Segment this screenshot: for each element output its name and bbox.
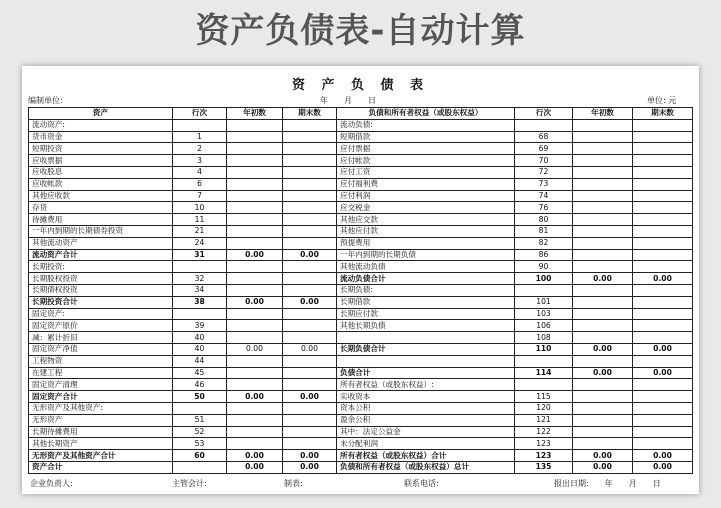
asset-end-cell [283,273,337,285]
liability-line-cell: 72 [515,166,573,178]
liability-begin-cell [573,237,633,249]
asset-end-cell: 0.00 [283,296,337,308]
asset-begin-cell [227,225,283,237]
liability-line-cell: 103 [515,308,573,320]
footer-accountant: 主管会计: [172,479,207,488]
asset-begin-cell: 0.00 [227,343,283,355]
table-row [29,426,693,438]
liability-begin-cell [573,202,633,214]
liability-name-cell: 其他应付款 [337,225,515,237]
asset-end-cell [283,426,337,438]
table-row [29,178,693,190]
table-row [29,214,693,226]
asset-line-cell [173,308,227,320]
asset-line-cell: 45 [173,367,227,379]
table-row [29,249,693,261]
liability-end-cell: 0.00 [633,367,693,379]
liability-end-cell [633,178,693,190]
prepared-by-label: 编制单位: [28,96,63,105]
table-row [29,261,693,273]
asset-name-cell: 固定资产原价 [29,320,173,332]
liability-begin-cell [573,391,633,403]
liability-end-cell [633,284,693,296]
asset-line-cell [173,119,227,131]
liability-name-cell: 预提费用 [337,237,515,249]
liability-name-cell: 长期借款 [337,296,515,308]
asset-line-cell: 21 [173,225,227,237]
asset-name-cell: 一年内到期的长期债券投资 [29,225,173,237]
liability-end-cell [633,143,693,155]
table-row [29,450,693,462]
table-row [29,367,693,379]
asset-end-cell [283,237,337,249]
liability-end-cell [633,261,693,273]
liability-end-cell [633,332,693,344]
liability-line-cell: 68 [515,131,573,143]
liability-end-cell [633,414,693,426]
asset-line-cell: 44 [173,355,227,367]
asset-name-cell: 固定资产: [29,308,173,320]
balance-sheet [22,66,699,494]
footer-manager: 企业负责人: [30,479,73,488]
liability-line-cell: 101 [515,296,573,308]
liability-begin-cell [573,166,633,178]
liability-line-cell: 80 [515,214,573,226]
asset-begin-cell: 0.00 [227,450,283,462]
asset-begin-cell [227,438,283,450]
asset-end-cell [283,225,337,237]
liability-line-cell: 110 [515,343,573,355]
asset-begin-cell: 0.00 [227,461,283,473]
liability-line-cell: 106 [515,320,573,332]
liability-name-cell: 其他长期负债 [337,320,515,332]
liability-end-cell [633,426,693,438]
liability-name-cell: 应付福利费 [337,178,515,190]
liability-line-cell: 108 [515,332,573,344]
asset-begin-cell [227,237,283,249]
asset-line-cell: 11 [173,214,227,226]
col-assets: 资产 [29,108,173,120]
liability-begin-cell: 0.00 [573,343,633,355]
liability-end-cell [633,225,693,237]
asset-name-cell: 长期待摊费用 [29,426,173,438]
liability-begin-cell [573,214,633,226]
table-row [29,190,693,202]
liability-name-cell: 其他流动负债 [337,261,515,273]
liability-line-cell: 73 [515,178,573,190]
table-row [29,296,693,308]
asset-end-cell [283,202,337,214]
col-line-no-right: 行次 [515,108,573,120]
liability-begin-cell [573,438,633,450]
header-row [29,108,693,120]
asset-name-cell: 固定资产清理 [29,379,173,391]
liability-begin-cell [573,402,633,414]
asset-name-cell: 流动资产: [29,119,173,131]
liability-end-cell [633,249,693,261]
liability-line-cell: 123 [515,438,573,450]
liability-end-cell [633,237,693,249]
table-row [29,320,693,332]
asset-line-cell: 34 [173,284,227,296]
liability-name-cell: 负债和所有者权益（或股东权益）总计 [337,461,515,473]
asset-line-cell: 40 [173,332,227,344]
asset-name-cell: 其他长期资产 [29,438,173,450]
liability-line-cell: 82 [515,237,573,249]
liability-end-cell [633,202,693,214]
asset-begin-cell: 0.00 [227,296,283,308]
liability-end-cell: 0.00 [633,450,693,462]
asset-name-cell: 无形资产 [29,414,173,426]
liability-name-cell: 资本公积 [337,402,515,414]
asset-end-cell: 0.00 [283,461,337,473]
asset-begin-cell [227,202,283,214]
liability-begin-cell [573,332,633,344]
liability-end-cell [633,308,693,320]
asset-begin-cell [227,355,283,367]
asset-line-cell: 1 [173,131,227,143]
sheet-title: 资 产 负 债 表 [291,78,430,93]
col-line-no: 行次 [173,108,227,120]
asset-end-cell [283,367,337,379]
asset-begin-cell [227,155,283,167]
asset-begin-cell [227,367,283,379]
table-row [29,166,693,178]
liability-name-cell: 应付帐款 [337,155,515,167]
table-row [29,438,693,450]
asset-line-cell: 60 [173,450,227,462]
table-row [29,308,693,320]
liability-end-cell [633,131,693,143]
liability-name-cell: 流动负债合计 [337,273,515,285]
asset-name-cell: 长期投资: [29,261,173,273]
liability-line-cell: 123 [515,450,573,462]
asset-line-cell: 46 [173,379,227,391]
liability-begin-cell [573,178,633,190]
liability-name-cell: 长期负债: [337,284,515,296]
liability-line-cell: 74 [515,190,573,202]
date-label: 年 月 日 [320,96,376,105]
asset-line-cell: 3 [173,155,227,167]
liability-begin-cell [573,379,633,391]
asset-name-cell: 在建工程 [29,367,173,379]
liability-end-cell [633,296,693,308]
liability-end-cell: 0.00 [633,343,693,355]
liability-name-cell: 一年内到期的长期负债 [337,249,515,261]
liability-name-cell: 应付票据 [337,143,515,155]
asset-name-cell: 其他流动资产 [29,237,173,249]
liability-begin-cell [573,355,633,367]
liability-line-cell: 76 [515,202,573,214]
table-row [29,119,693,131]
currency-label: 单位: 元 [647,96,677,105]
asset-line-cell: 10 [173,202,227,214]
liability-begin-cell [573,155,633,167]
liability-name-cell: 流动负债: [337,119,515,131]
asset-end-cell [283,308,337,320]
asset-end-cell [283,214,337,226]
asset-name-cell: 无形资产及其他资产合计 [29,450,173,462]
liability-name-cell: 短期借款 [337,131,515,143]
asset-name-cell: 固定资产净值 [29,343,173,355]
asset-line-cell [173,402,227,414]
table-row [29,355,693,367]
asset-begin-cell [227,190,283,202]
asset-line-cell: 40 [173,343,227,355]
footer-preparer: 制表: [284,479,303,488]
asset-name-cell: 其他应收款 [29,190,173,202]
col-end: 期末数 [283,108,337,120]
asset-begin-cell [227,178,283,190]
liability-begin-cell: 0.00 [573,461,633,473]
asset-line-cell [173,461,227,473]
liability-name-cell: 应付工资 [337,166,515,178]
liability-end-cell [633,320,693,332]
table-row [29,131,693,143]
asset-line-cell: 53 [173,438,227,450]
table-row [29,225,693,237]
liability-name-cell [337,332,515,344]
asset-begin-cell [227,308,283,320]
liability-end-cell [633,155,693,167]
asset-end-cell [283,155,337,167]
table-row [29,155,693,167]
table-row [29,202,693,214]
liability-end-cell: 0.00 [633,461,693,473]
liability-end-cell [633,391,693,403]
liability-line-cell: 86 [515,249,573,261]
asset-line-cell: 2 [173,143,227,155]
liability-line-cell [515,379,573,391]
liability-line-cell: 115 [515,391,573,403]
asset-line-cell: 24 [173,237,227,249]
asset-end-cell [283,143,337,155]
asset-begin-cell [227,379,283,391]
asset-begin-cell [227,414,283,426]
asset-line-cell [173,261,227,273]
liability-end-cell [633,355,693,367]
liability-begin-cell [573,225,633,237]
liability-line-cell [515,284,573,296]
asset-end-cell [283,379,337,391]
liability-name-cell: 其他应交款 [337,214,515,226]
table-row [29,461,693,473]
asset-end-cell: 0.00 [283,249,337,261]
table-row [29,414,693,426]
asset-end-cell: 0.00 [283,450,337,462]
asset-end-cell [283,355,337,367]
asset-begin-cell: 0.00 [227,391,283,403]
asset-begin-cell [227,284,283,296]
asset-name-cell: 待摊费用 [29,214,173,226]
liability-name-cell: 长期应付款 [337,308,515,320]
asset-end-cell [283,119,337,131]
asset-end-cell [283,332,337,344]
footer-phone: 联系电话: [404,479,439,488]
liability-name-cell: 长期负债合计 [337,343,515,355]
asset-line-cell: 51 [173,414,227,426]
asset-begin-cell [227,119,283,131]
asset-name-cell: 流动资产合计 [29,249,173,261]
asset-line-cell: 32 [173,273,227,285]
balance-table [28,107,693,474]
table-row [29,332,693,344]
asset-end-cell [283,190,337,202]
liability-begin-cell [573,284,633,296]
liability-end-cell [633,402,693,414]
asset-line-cell: 4 [173,166,227,178]
liability-begin-cell [573,414,633,426]
liability-begin-cell: 0.00 [573,367,633,379]
liability-name-cell: 应付利润 [337,190,515,202]
asset-end-cell [283,131,337,143]
liability-begin-cell [573,296,633,308]
liability-end-cell [633,379,693,391]
liability-line-cell: 120 [515,402,573,414]
asset-end-cell [283,166,337,178]
liability-end-cell [633,166,693,178]
asset-end-cell: 0.00 [283,391,337,403]
table-row [29,391,693,403]
liability-name-cell: 未分配利润 [337,438,515,450]
asset-begin-cell [227,332,283,344]
asset-end-cell [283,320,337,332]
asset-name-cell: 长期债权投资 [29,284,173,296]
asset-begin-cell [227,273,283,285]
table-row [29,402,693,414]
asset-begin-cell [227,131,283,143]
asset-begin-cell [227,402,283,414]
liability-name-cell: 所有者权益（或股东权益）: [337,379,515,391]
asset-name-cell: 减：累计折旧 [29,332,173,344]
asset-name-cell: 存货 [29,202,173,214]
liability-line-cell: 90 [515,261,573,273]
table-row [29,143,693,155]
banner-title: 资产负债表-自动计算 [195,11,526,51]
asset-name-cell: 无形资产及其他资产: [29,402,173,414]
liability-line-cell: 122 [515,426,573,438]
asset-line-cell: 38 [173,296,227,308]
asset-name-cell: 资产合计 [29,461,173,473]
asset-line-cell: 52 [173,426,227,438]
liability-line-cell: 135 [515,461,573,473]
asset-name-cell: 应收股息 [29,166,173,178]
asset-end-cell: 0.00 [283,343,337,355]
table-row [29,343,693,355]
liability-line-cell: 114 [515,367,573,379]
footer-report-date: 报出日期: 年 月 日 [554,479,661,488]
asset-name-cell: 固定资产合计 [29,391,173,403]
liability-begin-cell [573,261,633,273]
liability-line-cell: 121 [515,414,573,426]
liability-begin-cell: 0.00 [573,273,633,285]
liability-begin-cell [573,249,633,261]
liability-begin-cell [573,143,633,155]
asset-line-cell: 31 [173,249,227,261]
asset-begin-cell [227,261,283,273]
liability-begin-cell [573,119,633,131]
liability-name-cell: 应交税金 [337,202,515,214]
asset-begin-cell [227,143,283,155]
liability-name-cell: 实收资本 [337,391,515,403]
asset-name-cell: 货币资金 [29,131,173,143]
liability-name-cell: 负债合计 [337,367,515,379]
liability-end-cell [633,119,693,131]
table-row [29,273,693,285]
liability-line-cell: 70 [515,155,573,167]
asset-name-cell: 工程物资 [29,355,173,367]
liability-begin-cell: 0.00 [573,450,633,462]
asset-line-cell: 7 [173,190,227,202]
table-row [29,237,693,249]
asset-begin-cell [227,426,283,438]
liability-name-cell: 盈余公积 [337,414,515,426]
asset-name-cell: 短期投资 [29,143,173,155]
liability-name-cell [337,355,515,367]
col-end-right: 期末数 [633,108,693,120]
liability-end-cell [633,214,693,226]
asset-end-cell [283,438,337,450]
liability-begin-cell [573,320,633,332]
asset-begin-cell [227,214,283,226]
liability-name-cell: 所有者权益（或股东权益）合计 [337,450,515,462]
asset-name-cell: 长期股权投资 [29,273,173,285]
liability-begin-cell [573,308,633,320]
asset-end-cell [283,261,337,273]
liability-begin-cell [573,190,633,202]
liability-line-cell [515,355,573,367]
liability-line-cell: 81 [515,225,573,237]
asset-end-cell [283,284,337,296]
liability-begin-cell [573,131,633,143]
liability-name-cell: 其中：法定公益金 [337,426,515,438]
asset-end-cell [283,402,337,414]
asset-line-cell: 50 [173,391,227,403]
liability-line-cell: 100 [515,273,573,285]
asset-end-cell [283,178,337,190]
liability-end-cell: 0.00 [633,273,693,285]
liability-line-cell [515,119,573,131]
liability-begin-cell [573,426,633,438]
table-row [29,379,693,391]
asset-end-cell [283,414,337,426]
asset-begin-cell: 0.00 [227,249,283,261]
liability-end-cell [633,438,693,450]
liability-line-cell: 69 [515,143,573,155]
asset-name-cell: 应收帐款 [29,178,173,190]
asset-begin-cell [227,166,283,178]
asset-begin-cell [227,320,283,332]
table-row [29,284,693,296]
col-begin: 年初数 [227,108,283,120]
asset-line-cell: 6 [173,178,227,190]
asset-line-cell: 39 [173,320,227,332]
asset-name-cell: 长期投资合计 [29,296,173,308]
asset-name-cell: 应收票据 [29,155,173,167]
col-begin-right: 年初数 [573,108,633,120]
liability-end-cell [633,190,693,202]
col-liabilities: 负债和所有者权益（或股东权益） [337,108,515,120]
